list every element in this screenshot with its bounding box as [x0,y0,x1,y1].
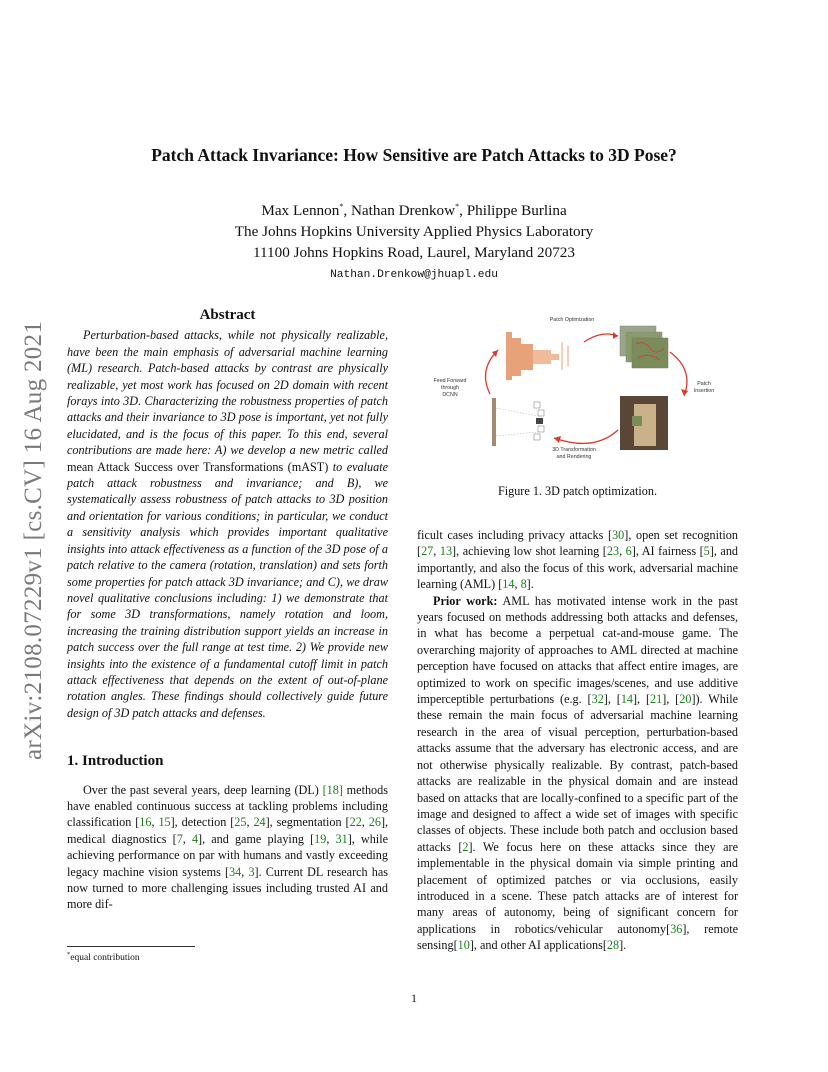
citation-link[interactable]: 3 [248,864,255,879]
intro-paragraph-2: ficult cases including privacy attacks [30], open set recognition [27, 13], achieving low shot learning [23, 6], AI fairness [5], and importantly, and also the focus of this work, adversarial machine learning (AML) [14, 8]. [417,528,739,592]
fig-label-left-3: DCNN [442,392,458,398]
patch-image [632,338,668,368]
citation-link[interactable]: 14 [502,577,515,592]
figure-caption: Figure 1. 3D patch optimization. [497,484,658,498]
citation-link[interactable]: 32 [591,692,604,707]
intro-paragraph-1: Over the past several years, deep learning (DL) [18] methods have enabled continuous success at tackling problems including classification [16, 15], detection [25, 24], segmentation [22, 26], medical diagnostics [7, 4], and game playing [19, 31], while achieving performance on par with humans and vastly exceeding legacy machine vision systems [34, 3]. Current DL research has now turned to more challenging issues including trusted AI and more dif- [67,782,389,912]
right-column [417,527,738,954]
scene-image [620,396,668,450]
patch-images [620,326,668,368]
citation-link[interactable]: 7 [176,831,183,846]
abstract-metric-name: mean Attack Success over Transformations (mAST) [67,459,329,474]
citation-link[interactable]: 34 [229,864,242,879]
citation-link[interactable]: 15 [158,815,171,830]
arrowhead [681,389,688,396]
hist-bar [512,338,521,376]
citation-link[interactable]: 16 [139,815,152,830]
author-block [0,196,828,286]
fig-label-right-1: Patch [697,381,711,387]
fig-label-bottom-1: 3D Transformation [552,447,596,453]
author-email: Nathan.Drenkow@jhuapl.edu [330,269,498,282]
citation-link[interactable]: [18] [322,782,343,797]
fig-label-bottom-2: and Rendering [556,454,592,460]
author-1-marker: * [339,202,344,211]
prior-work-heading: Prior work: [433,593,498,608]
citation-link[interactable]: 22 [349,815,362,830]
fig-label-left-1: Feed Forward [434,378,467,384]
citation-link[interactable]: 28 [606,938,620,953]
hist-bar [506,332,512,380]
hist-bar [551,354,559,360]
arrow-to-insertion [670,352,687,396]
citation-link[interactable]: 31 [335,831,348,846]
pose-sample [538,426,544,432]
left-column [67,307,388,913]
hist-bar [533,350,551,364]
citation-link[interactable]: 26 [368,815,381,830]
author-2: Nathan Drenkow [350,202,456,220]
address: 11100 Johns Hopkins Road, Laurel, Maryland 20723 [253,244,575,262]
arrow-to-network [486,350,499,394]
citation-link[interactable]: 10 [457,938,470,953]
pose-sample [538,410,544,416]
pose-sample [534,434,540,440]
abstract-part-1: Perturbation-based attacks, while not physically realizable, have been the main emphasis of adversarial machine learning (ML) research. Patch-based attacks by contrast are physically realizable, yet most work has focused on 2D domain with recent forays into 3D. Characterizing the robustness properties of patch attacks and their invariance to 3D pose is important, yet not fully elucidated, and is the focus of this paper. To this end, several contributions are made here: A) we develop a new metric called [67,328,388,458]
pose-sample [536,418,543,424]
page-number: 1 [411,991,417,1005]
fig-label-top: Patch Optimization [549,317,595,323]
footnote-rule [67,946,195,947]
citation-link[interactable]: 2 [462,839,469,854]
citation-link[interactable]: 23 [606,544,620,559]
footnote [67,951,140,963]
citation-link[interactable]: 27 [421,544,434,559]
arrow-to-render [554,430,618,443]
fig-label-left-2: through [441,385,459,391]
prior-work-paragraph [417,593,738,954]
scene-patch [632,416,642,426]
citation-link[interactable]: 30 [612,528,625,542]
render-plane [492,398,496,446]
citation-link[interactable]: 5 [703,544,710,559]
projection-line [496,432,538,436]
abstract-heading: Abstract [199,307,256,323]
author-3: Philippe Burlina [466,202,567,220]
arxiv-stamp [0,0,47,760]
footnote-marker: * [67,951,71,958]
citation-link[interactable]: 36 [670,921,683,936]
citation-link[interactable]: 13 [439,544,453,559]
author-2-marker: * [455,202,460,211]
citation-link[interactable]: 4 [191,831,199,846]
projection-line [496,408,538,416]
histogram-graphic [506,332,568,380]
abstract-body [67,327,388,721]
citation-link[interactable]: 25 [234,815,247,830]
citation-link[interactable]: 24 [253,815,266,830]
figure-1 [434,312,726,472]
citation-link[interactable]: 20 [679,692,692,707]
introduction-heading: 1. Introduction [67,753,164,770]
abstract-part-2: to evaluate patch attack robustness and invariance; and B), we systematically assess robustness of patch attacks to 3D position and orientation for various conditions; in particular, we conduct a sensitivity analysis which provides important qualitative insights into attack effectiveness as a function of the 3D pose of a patch relative to the camera (rotation, translation) and sets forth some properties for patch attack 3D invariance; and C), we draw novel qualitative conclusions including: 1) we demonstrate that for some 3D transformations, namely rotation and loom, increasing the training distribution support yields an increase in patch success over the full range at test time. 2) We provide new insights into the existence of a fundamental cutoff limit in patch attack effectiveness that depends on the extent of out-of-plane rotation angles. These findings should collectively guide future design of 3D patch attacks and defenses. [67,459,388,720]
arxiv-stamp-text: arXiv:2108.07229v1 [cs.CV] 16 Aug 2021 [20,320,47,760]
pose-sample [534,402,540,408]
citation-link[interactable]: 14 [620,692,633,707]
paper-title: Patch Attack Invariance: How Sensitive are Patch Attacks to 3D Pose? [151,145,677,165]
fig-label-right-2: Insertion [693,388,715,394]
citation-link[interactable]: 21 [650,692,663,707]
arrowhead [554,436,561,443]
hist-bar [521,344,533,370]
author-1: Max Lennon [261,202,340,220]
figure-diagram [434,312,726,472]
citation-link[interactable]: 19 [314,831,327,846]
prior-work-body: AML has motivated intense work in the past years focused on methods addressing both attacks and defenses, in what has become a perpetual cat-and-mouse game. The overarching majority of approaches to AML directed at machine perception have focused on attacks that affect entire images, are optimized to work on specific images/scenes, and use additive imperceptible perturbations (e.g. [32], [14], [21], [20]). While these remain the main focus of adversarial machine learning research in the area of visual perception, perturbation-based attacks assume that the adversary has electronic access, and are not otherwise physically realizable. By contrast, patch-based attacks are realizable in the physical domain and are instead based on attacks that are locally-confined to a specific part of the image and designed to affect a wide set of images with specific classes of objects. These include both patch and occlusion based attacks [2]. We focus here on these attacks since they are implementable in the physical domain via simple printing and placement of optimized patches or via occlusions, easily introduced in a scene. These patch attacks are of interest for many areas of autonomy, being of significant concern for applications in robotics/vehicular autonomy[36], remote sensing[10], and other AI applications[28]. [417,593,739,953]
arrowhead [613,332,618,339]
author-names: Max Lennon*, Nathan Drenkow*, Philippe Burlina [261,202,567,220]
affiliation: The Johns Hopkins University Applied Physics Laboratory [234,223,594,241]
citation-link[interactable]: 6 [625,544,632,559]
citation-link[interactable]: 8 [520,577,527,592]
footnote-text: equal contribution [70,953,140,964]
render-stack [492,398,544,446]
arrow-to-patch [584,334,618,342]
